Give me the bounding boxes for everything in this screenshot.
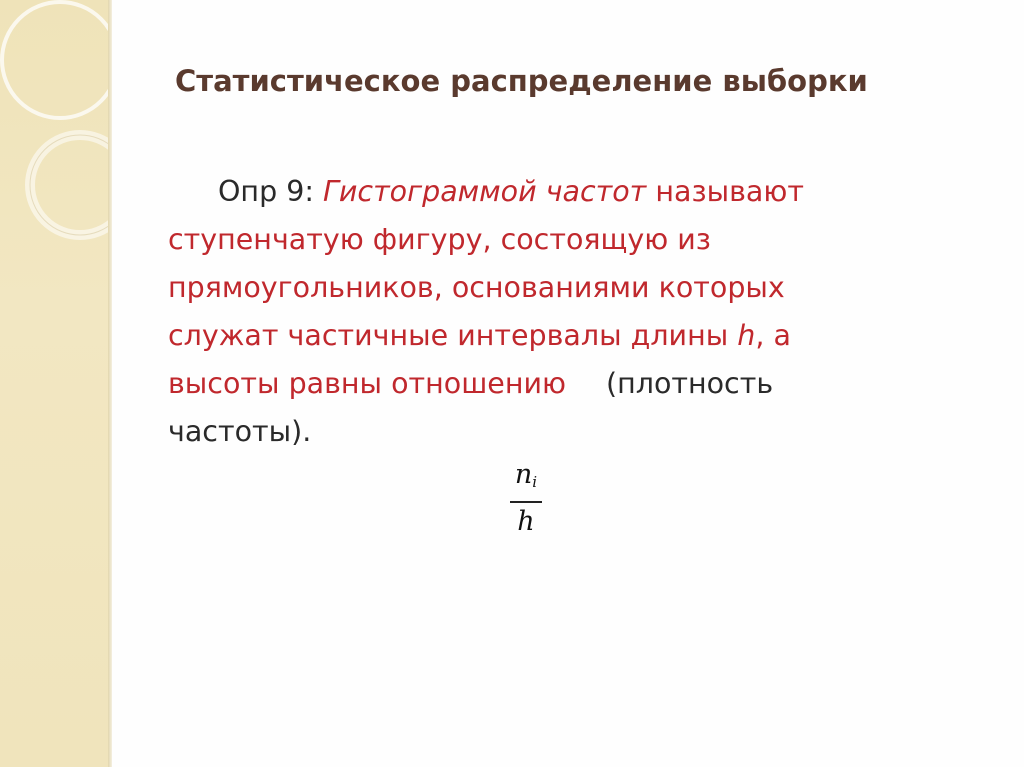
definition-line-2: ступенчатую фигуру, состоящую из — [168, 223, 711, 256]
fraction-numerator — [506, 460, 546, 497]
fraction-denominator: h — [517, 506, 535, 537]
definition-line-5 — [168, 360, 928, 408]
line4-variable: h — [737, 319, 756, 352]
fraction-bar — [510, 501, 542, 503]
definition-label: Опр 9: — [218, 175, 324, 208]
definition-line-4 — [168, 312, 928, 360]
formula-fraction — [506, 460, 546, 537]
definition-line-1 — [168, 168, 928, 216]
line5-text: высоты равны отношению — [168, 367, 566, 400]
definition-text — [168, 168, 928, 456]
definition-line1-rest: называют — [646, 175, 804, 208]
definition-line-6: частоты). — [168, 415, 312, 448]
decorative-rings-icon — [0, 0, 108, 260]
numerator-subscript: i — [532, 473, 538, 491]
line5-dark: (плотность — [605, 367, 774, 400]
line4-end: , а — [755, 319, 791, 352]
slide-title: Статистическое распределение выборки — [175, 64, 868, 98]
line4-start: служат частичные интервалы длины — [168, 319, 738, 352]
numerator-symbol: n — [514, 459, 533, 490]
band-edge — [108, 0, 112, 767]
definition-line-3: прямоугольников, основаниями которых — [168, 271, 785, 304]
definition-term: Гистограммой частот — [323, 175, 647, 208]
decorative-side-band — [0, 0, 108, 767]
